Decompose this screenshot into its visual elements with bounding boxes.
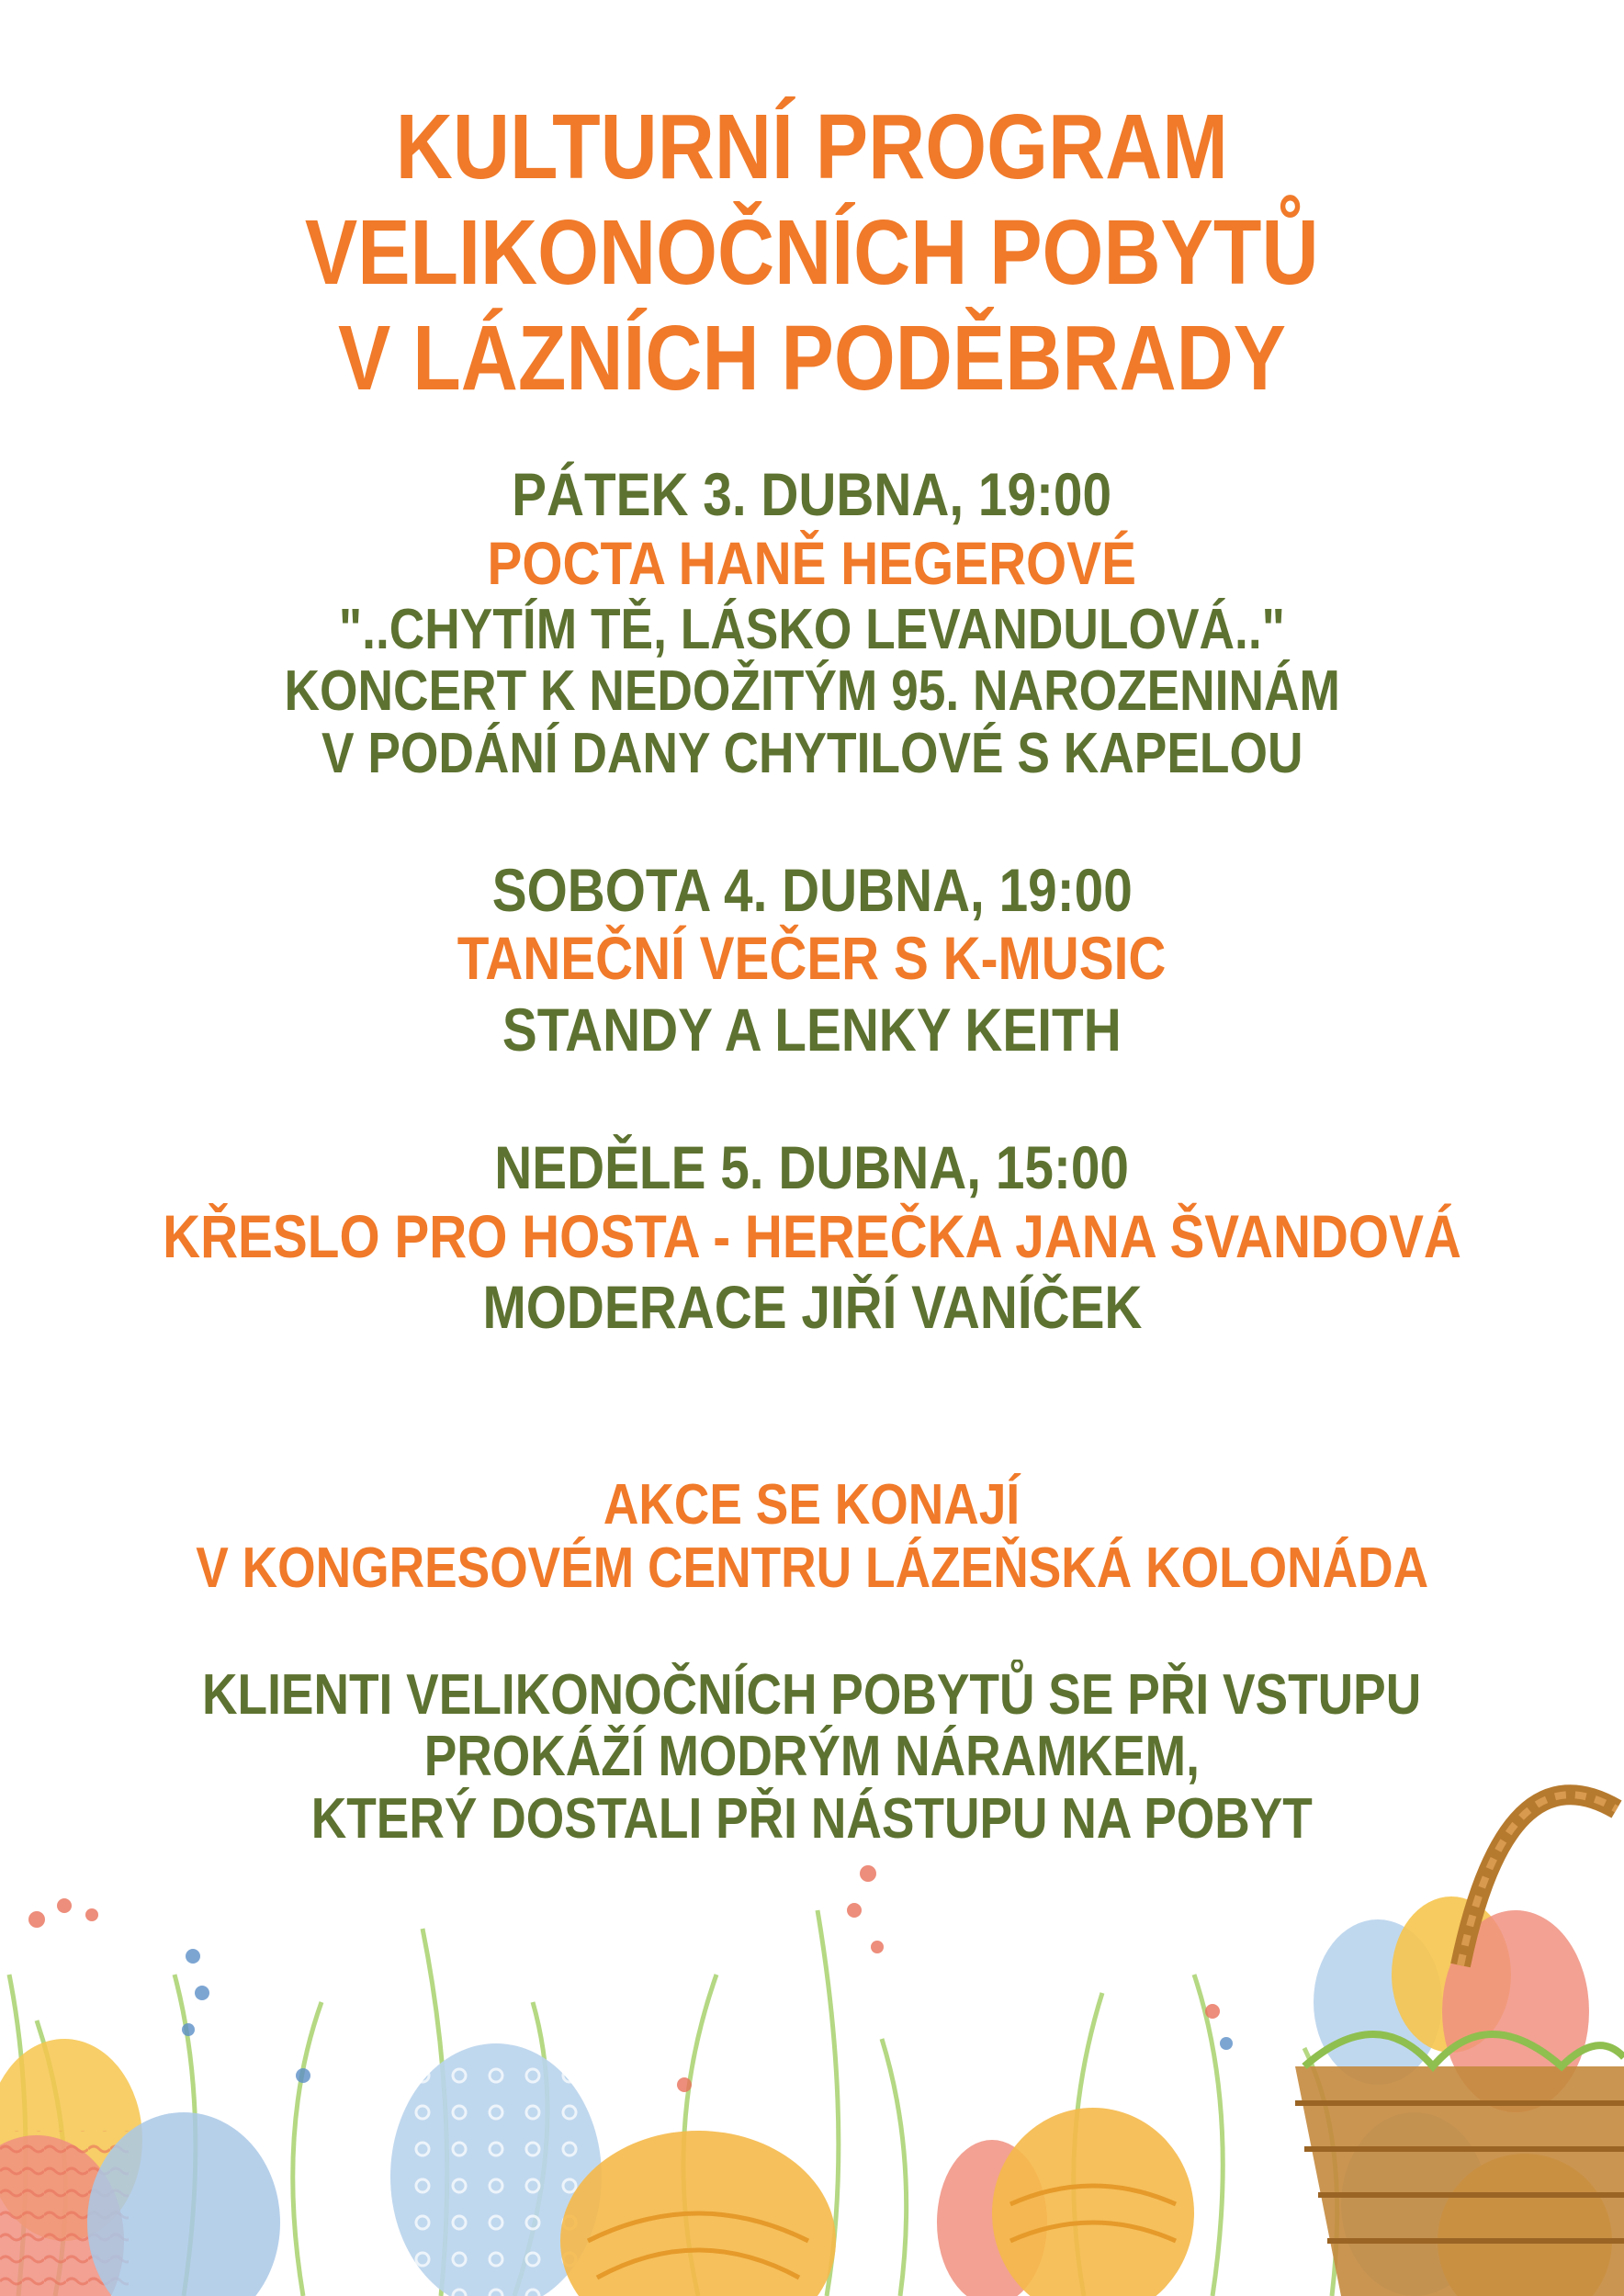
flower-icon (28, 1865, 1233, 2092)
event-1-detail-3: V PODÁNÍ DANY CHYTILOVÉ S KAPELOU (321, 722, 1303, 785)
poster-title-line-2: VELIKONOČNÍCH POBYTŮ (305, 201, 1319, 304)
event-3-detail-1: MODERACE JIŘÍ VANÍČEK (482, 1273, 1142, 1341)
event-1-date: PÁTEK 3. DUBNA, 19:00 (512, 460, 1112, 528)
event-1-name: POCTA HANĚ HEGEROVÉ (487, 529, 1137, 597)
venue-line-2: V KONGRESOVÉM CENTRU LÁZEŇSKÁ KOLONÁDA (196, 1536, 1428, 1600)
notice-line-2: PROKÁŽÍ MODRÝM NÁRAMKEM, (423, 1725, 1201, 1788)
notice-line-3: KTERÝ DOSTALI PŘI NÁSTUPU NA POBYT (310, 1787, 1314, 1851)
easter-decoration (0, 1745, 1624, 2296)
poster-title-line-1: KULTURNÍ PROGRAM (395, 96, 1229, 198)
event-2-name: TANEČNÍ VEČER S K-MUSIC (457, 924, 1167, 992)
venue-line-1: AKCE SE KONAJÍ (603, 1473, 1021, 1536)
event-2-detail-1: STANDY A LENKY KEITH (502, 996, 1122, 1064)
event-1-detail-1: "..CHYTÍM TĚ, LÁSKO LEVANDULOVÁ.." (338, 598, 1286, 661)
event-2-date: SOBOTA 4. DUBNA, 19:00 (491, 856, 1133, 924)
event-3-date: NEDĚLE 5. DUBNA, 15:00 (494, 1133, 1130, 1201)
notice-line-1: KLIENTI VELIKONOČNÍCH POBYTŮ SE PŘI VSTUPU (202, 1663, 1422, 1727)
event-1-detail-2: KONCERT K NEDOŽITÝM 95. NAROZENINÁM (284, 659, 1340, 723)
poster-title-line-3: V LÁZNÍCH PODĚBRADY (337, 307, 1287, 410)
event-3-name: KŘESLO PRO HOSTA - HEREČKA JANA ŠVANDOVÁ (163, 1202, 1461, 1270)
